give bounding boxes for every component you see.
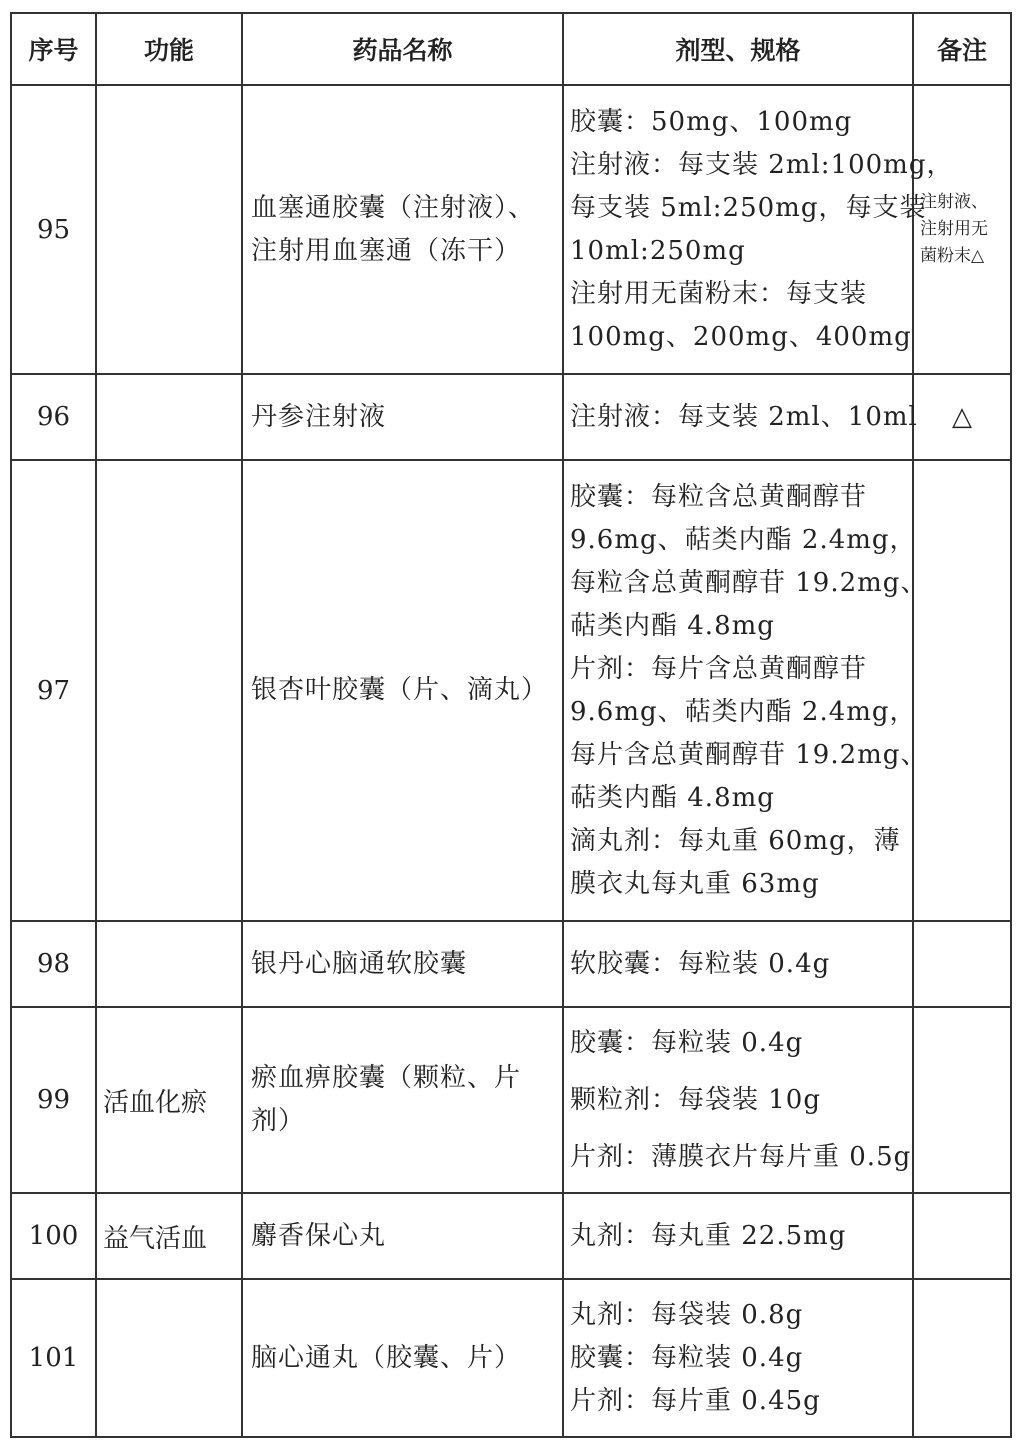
row-spec — [563, 1279, 913, 1437]
row-number: 98 — [11, 921, 96, 1007]
row-note — [913, 460, 1011, 921]
table-row — [11, 921, 1011, 1007]
row-drug-name: 丹参注射液 — [242, 374, 563, 460]
table-row — [11, 85, 1011, 374]
row-note — [913, 1007, 1011, 1193]
row-number: 95 — [11, 85, 96, 374]
spec-line: 注射液：每支装 2ml:100mg， — [570, 149, 954, 180]
spec-line: 萜类内酯 4.8mg — [570, 782, 775, 813]
spec-line: 胶囊：每粒含总黄酮醇苷 — [570, 481, 868, 512]
row-drug-name: 血塞通胶囊（注射液）、注射用血塞通（冻干） — [242, 85, 563, 374]
row-note — [913, 1279, 1011, 1437]
row-spec — [563, 1193, 913, 1279]
spec-line: 10ml:250mg — [570, 235, 746, 266]
row-function — [96, 1279, 242, 1437]
spec-line: 丸剂：每丸重 22.5mg — [570, 1220, 847, 1251]
row-function — [96, 921, 242, 1007]
table-row — [11, 374, 1011, 460]
table-row — [11, 1279, 1011, 1437]
row-note — [913, 1193, 1011, 1279]
table-row — [11, 460, 1011, 921]
header-name: 药品名称 — [242, 13, 563, 85]
table-row — [11, 1007, 1011, 1193]
spec-line: 胶囊：每粒装 0.4g — [570, 1342, 804, 1373]
header-no: 序号 — [11, 13, 96, 85]
spec-line: 滴丸剂：每丸重 60mg，薄 — [570, 825, 901, 856]
spec-line: 100mg、200mg、400mg — [570, 321, 912, 352]
row-drug-name: 麝香保心丸 — [242, 1193, 563, 1279]
row-note: 注射液、注射用无菌粉末△ — [913, 85, 1011, 374]
row-note: △ — [913, 374, 1011, 460]
row-note — [913, 921, 1011, 1007]
spec-line: 胶囊：每粒装 0.4g — [570, 1027, 804, 1058]
row-number: 97 — [11, 460, 96, 921]
row-number: 101 — [11, 1279, 96, 1437]
row-function: 益气活血 — [96, 1193, 242, 1279]
row-function — [96, 374, 242, 460]
spec-line: 胶囊：50mg、100mg — [570, 106, 853, 137]
header-row — [11, 13, 1011, 85]
row-spec — [563, 460, 928, 921]
spec-line: 注射液：每支装 2ml、10ml — [570, 401, 918, 432]
spec-line: 每粒含总黄酮醇苷 19.2mg、 — [570, 567, 928, 598]
drug-table — [10, 12, 1012, 1438]
spec-line: 软胶囊：每粒装 0.4g — [570, 948, 831, 979]
header-function: 功能 — [96, 13, 242, 85]
row-number: 100 — [11, 1193, 96, 1279]
row-drug-name: 银杏叶胶囊（片、滴丸） — [242, 460, 563, 921]
spec-line: 每支装 5ml:250mg，每支装 — [570, 192, 927, 223]
spec-line: 颗粒剂：每袋装 10g — [570, 1084, 821, 1115]
row-function — [96, 85, 242, 374]
row-drug-name: 脑心通丸（胶囊、片） — [242, 1279, 563, 1437]
row-spec — [563, 921, 913, 1007]
row-spec — [563, 374, 918, 460]
spec-line: 注射用无菌粉末：每支装 — [570, 278, 868, 309]
spec-line: 每片含总黄酮醇苷 19.2mg、 — [570, 739, 928, 770]
spec-line: 9.6mg、萜类内酯 2.4mg， — [570, 524, 917, 555]
row-drug-name: 瘀血痹胶囊（颗粒、片剂） — [242, 1007, 563, 1193]
row-function — [96, 460, 242, 921]
spec-line: 9.6mg、萜类内酯 2.4mg， — [570, 696, 917, 727]
table-row — [11, 1193, 1011, 1279]
header-note: 备注 — [913, 13, 1011, 85]
row-number: 96 — [11, 374, 96, 460]
spec-line: 片剂：薄膜衣片每片重 0.5g — [570, 1141, 912, 1172]
spec-line: 片剂：每片重 0.45g — [570, 1385, 821, 1416]
spec-line: 丸剂：每袋装 0.8g — [570, 1299, 804, 1330]
spec-line: 片剂：每片含总黄酮醇苷 — [570, 653, 868, 684]
spec-line: 萜类内酯 4.8mg — [570, 610, 775, 641]
spec-line: 膜衣丸每丸重 63mg — [570, 868, 820, 899]
header-spec: 剂型、规格 — [563, 13, 913, 85]
row-spec — [563, 1007, 913, 1193]
row-function: 活血化瘀 — [96, 1007, 242, 1193]
row-drug-name: 银丹心脑通软胶囊 — [242, 921, 563, 1007]
row-number: 99 — [11, 1007, 96, 1193]
